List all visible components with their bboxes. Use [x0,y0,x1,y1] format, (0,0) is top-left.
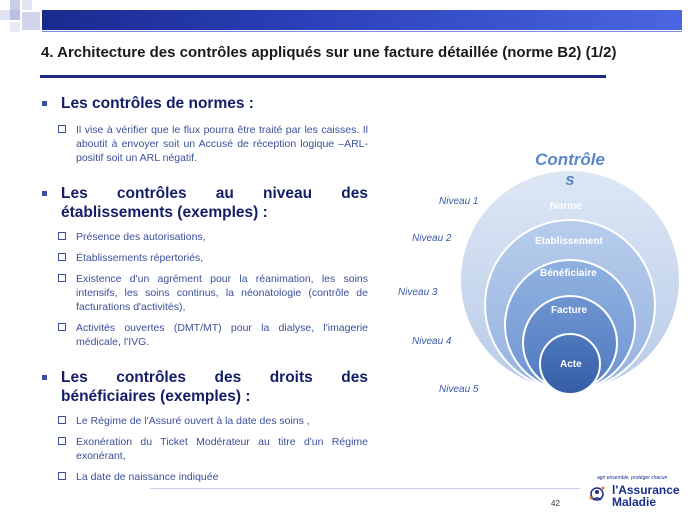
checkbox-bullet-icon [58,253,66,261]
list-item: Existence d'un agrément pour la réanimation, les soins intensifs, les soins continus, la néonatologie (contrôle de facturations d'activités), [40,272,368,314]
ring-label-norme: Norme [550,201,582,212]
ring-label-acte: Acte [560,359,582,370]
section-heading-etablissements: Les contrôles au niveau des établissements (exemples) : [40,184,368,222]
ring-label-etablissement: Etablissement [535,236,603,247]
list-item: Établissements répertoriés, [40,251,368,265]
niveau-label-2: Niveau 2 [412,233,452,244]
section-heading-beneficiaires: Les contrôles des droits des bénéficiaires (exemples) : [40,368,368,406]
niveau-label-4: Niveau 4 [412,336,452,347]
list-item: Exonération du Ticket Modérateur au titre d'un Régime exonérant, [40,435,368,463]
bullet-square-icon [42,191,47,196]
slide-title: 4. Architecture des contrôles appliqués sur une facture détaillée (norme B2) (1/2) [41,44,617,61]
controls-diagram [380,140,680,420]
ring-label-facture: Facture [551,305,588,316]
header-bar [42,10,682,30]
list-item: Le Régime de l'Assuré ouvert à la date des soins , [40,414,368,428]
checkbox-bullet-icon [58,125,66,133]
section-heading-normes: Les contrôles de normes : [40,94,368,113]
bullet-content [40,94,368,484]
title-rule [40,75,606,78]
niveau-label-3: Niveau 3 [398,287,438,298]
checkbox-bullet-icon [58,323,66,331]
list-item: Il vise à vérifier que le flux pourra être traité par les caisses. Il aboutit à envoyer soit un Accusé de réception logique –ARL- positif soit un ARL négatif. [40,123,368,165]
page-number: 42 [551,499,560,508]
ring-label-beneficiaire: Bénéficiaire [540,268,597,279]
checkbox-bullet-icon [58,437,66,445]
niveau-label-1: Niveau 1 [439,196,479,207]
logo-brand: l'Assurance Maladie [612,483,680,509]
list-item: La date de naissance indiquée [40,470,368,484]
checkbox-bullet-icon [58,472,66,480]
checkbox-bullet-icon [58,274,66,282]
logo-tagline: agir ensemble, protéger chacun [597,475,668,481]
niveau-label-5: Niveau 5 [439,384,479,395]
footer-line [150,488,580,489]
list-item: Présence des autorisations, [40,230,368,244]
bullet-square-icon [42,375,47,380]
list-item: Activités ouvertes (DMT/MT) pour la dialyse, l'imagerie médicale, l'IVG. [40,321,368,349]
diagram-title: Contrôle s [535,150,605,189]
checkbox-bullet-icon [58,416,66,424]
checkbox-bullet-icon [58,232,66,240]
header-underline [42,31,682,32]
bullet-square-icon [42,101,47,106]
